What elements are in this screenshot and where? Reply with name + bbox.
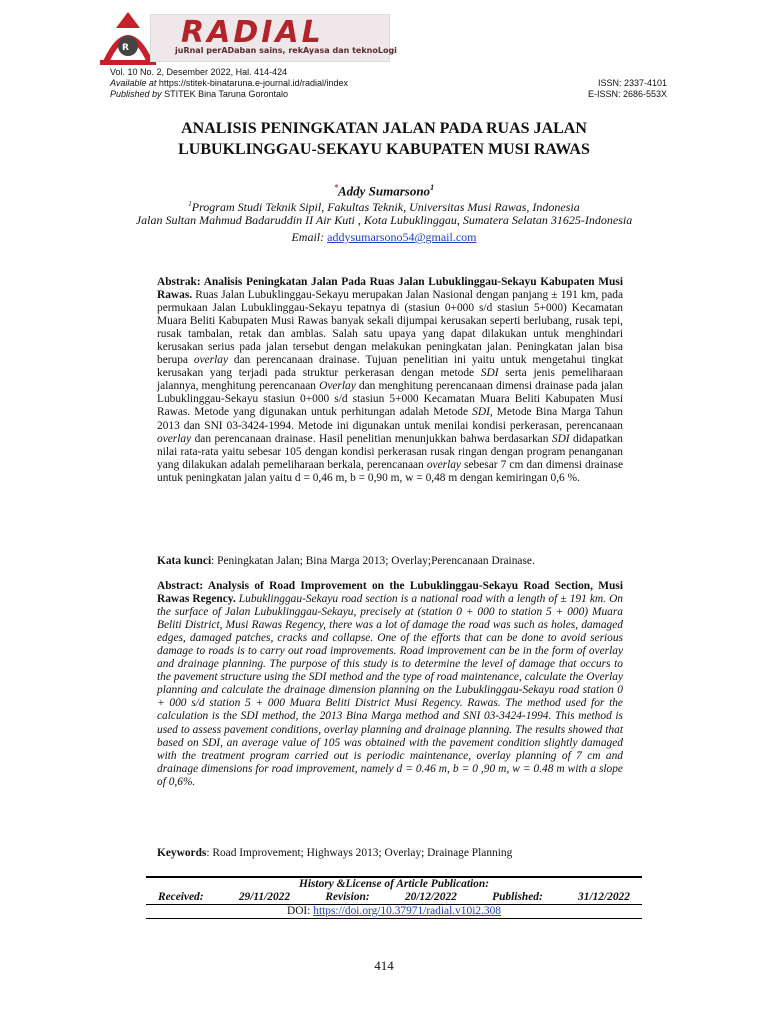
available-line	[110, 78, 348, 88]
abstrak-lead: Abstrak: Analisis Peningkatan Jalan Pada Ruas Jalan Lubuklinggau-Sekayu Kabupaten Musi Rawas.	[157, 276, 623, 302]
abstrak-text-1: Ruas Jalan Lubuklinggau-Sekayu merupakan Jalan Nasional dengan panjang ± 191 km, pada permukaan Jalan Lubuklinggau-Sekayu tepatnya di (stasiun 0+000 s/d stasiun 5+000) Kecamatan Muara Beliti Kabupaten Musi Rawas banyak sekali dijumpai kerusakan seperti berlubang, rusak tepi, rusak tambalan, retak dan amblas. Salah satu upaya yang dapat dilakukan untuk menghindari kerusakan serius pada jalan tersebut dengan melakukan peningkatan jalan. Peningkatan jalan bisa berupa	[157, 289, 623, 367]
title-line-1: ANALISIS PENINGKATAN JALAN PADA RUAS JALAN	[181, 120, 587, 137]
revision-label: Revision:	[325, 891, 370, 903]
abstrak-italic-4: SDI,	[472, 406, 493, 419]
keywords-label: Keywords	[157, 847, 207, 859]
page-number: 414	[374, 958, 394, 973]
svg-text:R: R	[122, 43, 129, 53]
kata-kunci-text: : Peningkatan Jalan; Bina Marga 2013; Overlay;Perencanaan Drainase.	[211, 555, 535, 567]
published-line	[110, 89, 288, 99]
title-line-2: LUBUKLINGGAU-SEKAYU KABUPATEN MUSI RAWAS	[178, 141, 590, 158]
eissn: E-ISSN: 2686-553X	[588, 89, 668, 99]
abstrak-italic-3: Overlay	[319, 380, 356, 393]
issn: ISSN: 2337-4101	[598, 78, 668, 88]
paper-title	[110, 118, 658, 160]
author-name: Addy Sumarsono	[337, 183, 431, 199]
history-dates-row	[146, 891, 642, 904]
doi-line	[146, 905, 642, 918]
email-link[interactable]: addysumarsono54@gmail.com	[327, 230, 477, 244]
abstrak-text-2: dan perencanaan drainase. Tujuan penelitian ini yaitu untuk mengetahui tingkat kerusakan yang terjadi pada struktur perkerasan dengan metode	[157, 354, 624, 380]
doi-link[interactable]: https://doi.org/10.37971/radial.v10i2.308	[313, 905, 501, 917]
published-prefix: Published by	[110, 89, 162, 99]
published-date: 31/12/2022	[578, 891, 630, 903]
abstrak-italic-5: overlay	[157, 432, 192, 445]
article-history-table	[146, 876, 642, 919]
abstrak-italic-1: overlay	[193, 354, 229, 367]
volume-line: Vol. 10 No. 2, Desember 2022, Hal. 414-424	[110, 67, 288, 77]
affiliation-text: Program Studi Teknik Sipil, Fakultas Teknik, Universitas Musi Rawas, Indonesia	[191, 200, 580, 214]
received-date: 29/11/2022	[238, 891, 291, 903]
email-line	[90, 229, 678, 245]
author-sup: 1	[430, 183, 435, 192]
abstrak-text-5: Metode Bina Marga Tahun 2013 dan SNI 03-3424-1994. Metode ini digunakan untuk menilai kondisi perkerasan, perencanaan	[157, 406, 623, 432]
publisher: STITEK Bina Taruna Gorontalo	[164, 89, 288, 99]
kata-kunci-label: Kata kunci	[157, 555, 212, 567]
abstract-en-paragraph	[157, 580, 623, 789]
abstrak-text-3: serta jenis pemeliharaan jalannya, menghitung perencanaan	[157, 367, 624, 393]
address: Jalan Sultan Mahmud Badaruddin II Air Kuti , Kota Lubuklinggau, Sumatera Selatan 31625-Indonesia	[135, 213, 633, 227]
abstrak-text-7: didapatkan nilai rata-rata yaitu sebesar 105 dengan kondisi perkerasan rusak ringan dengan program penanganan yang dilakukan adalah pemeliharaan berkala, perencanaan	[157, 432, 623, 471]
journal-banner	[150, 14, 397, 62]
kata-kunci-line	[157, 555, 623, 567]
abstrak-text-8: sebesar 7 cm dan dimensi drainase untuk peningkatan jalan yaitu d = 0,46 m, b = 0,90 m, w = 0,48 m dengan kemiringan 0,6 %.	[157, 458, 623, 484]
author-mark: *	[333, 183, 338, 192]
abstrak-text-4: dan menghitung perencanaan dimensi drainase pada jalan Lubuklinggau-Sekayu stasiun 0+000 s/d stasiun 5+000 Kecamatan Muara Beliti Kabupaten Musi Rawas. Metode yang digunakan untuk perhitungan adalah Metode	[157, 380, 623, 419]
journal-url[interactable]: https://stitek-binataruna.e-journal.id/radial/index	[158, 78, 348, 88]
revision-date: 20/12/2022	[404, 891, 457, 903]
doi-label: DOI:	[286, 905, 311, 917]
received-label: Received:	[158, 891, 204, 903]
abstract-en-lead: Abstract: Analysis of Road Improvement on the Lubuklinggau-Sekayu Road Section, Musi Rawas Regency.	[157, 580, 623, 606]
affiliation-sup: 1	[188, 200, 192, 208]
email-label: Email:	[291, 230, 325, 244]
journal-name: RADIAL	[181, 15, 324, 50]
available-prefix: Available at	[110, 78, 157, 88]
history-header: History &License of Article Publication:	[298, 878, 490, 890]
journal-tagline: juRnal perADaban sains, rekAyasa dan teknoLogi	[175, 46, 397, 55]
abstrak-paragraph	[157, 276, 623, 485]
keywords-line	[157, 847, 623, 859]
abstrak-italic-7: overlay	[426, 458, 461, 471]
abstrak-text-6: dan perencanaan drainase. Hasil penelitian menunjukkan bahwa berdasarkan	[191, 432, 552, 445]
published-label: Published:	[492, 891, 543, 903]
abstrak-italic-2: SDI	[480, 367, 499, 380]
abstract-en-body: Lubuklinggau-Sekayu road section is a national road with a length of ± 191 km. On the surface of Jalan Lubuklinggau-Sekayu, precisely at (station 0 + 000 to station 5 + 000) Muara Beliti District, Musi Rawas Regency, there was a lot of damage the road was such as holes, damaged edges, damaged patches, cracks and collapse. One of the efforts that can be done to avoid serious damage to roads is to carry out road improvements. Road improvement can be in the form of overlay and drainage planning. The purpose of this study is to determine the level of damage that occurs to the pavement structure using the SDI method and the type of road maintenance, calculate the Overlay planning and calculate the drainage dimension planning on the Lubuklinggau-Sekayu road station 0 + 000 s/d station 5 + 000 Muara Beliti District Musi Regency. Rawas. The method used for the calculation is the SDI method, the 2013 Bina Marga method and SNI 03-3424-1994. This method is used to assess pavement conditions, overlay planning and drainage planning. The results showed that based on SDI, an average value of 105 was obtained with the pavement condition slightly damaged with the treatment program carried out is periodic maintenance, overlay planning of 7 cm and drainage dimensions for road improvement, namely d = 0.46 m, b = 0 ,90 m, w = 0.48 m with a slope of 0,6%.	[157, 593, 623, 788]
keywords-text: : Road Improvement; Highways 2013; Overlay; Drainage Planning	[206, 847, 513, 859]
abstrak-italic-6: SDI	[551, 432, 570, 445]
